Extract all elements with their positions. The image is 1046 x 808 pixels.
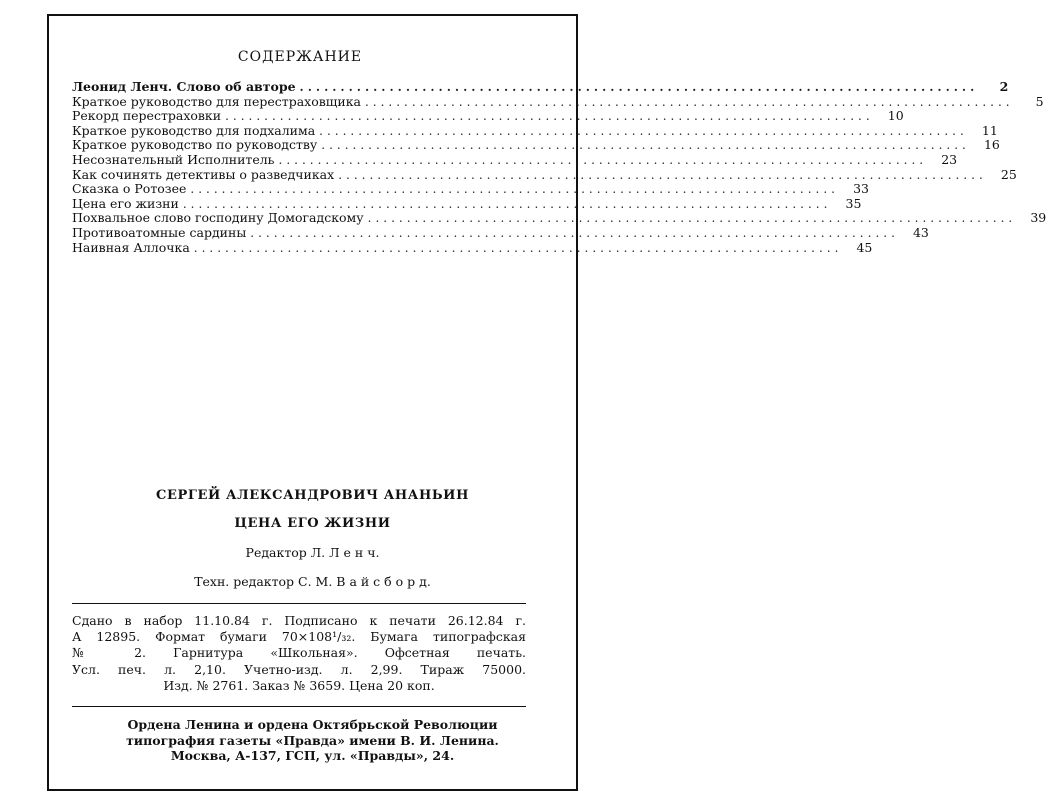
toc-item-title: Как сочинять детективы о разведчиках [72,166,335,182]
toc-leader-dots: ................................................................................... [319,123,968,138]
toc-leader-dots: ................................................................................... [299,80,979,94]
toc-item-page: 5 [1035,93,1044,109]
toc-item [72,239,873,256]
toc-item [72,137,1000,153]
toc-item-page: 25 [1000,166,1017,182]
editor-credit: Редактор Л. Л е н ч. [245,545,380,560]
toc-item-title: Леонид Ленч. Слово об авторе [72,79,296,94]
toc-item-title: Краткое руководство для подхалима [72,122,316,138]
toc-leader-dots: ................................................................................... [190,182,839,197]
toc-item [72,210,1046,226]
toc-item [72,181,869,197]
toc-leader-dots: ................................................................................... [182,196,832,211]
toc-item-title: Похвальное слово господину Домогадскому [72,210,364,226]
toc-item [72,195,862,212]
divider [72,603,526,604]
tech-editor-credit: Техн. редактор С. М. В а й с б о р д. [194,574,431,589]
printer-line: Москва, А-137, ГСП, ул. «Правды», 24. [170,748,455,763]
imprint-line: Изд. № 2761. Заказ № 3659. Цена 20 коп. [163,677,435,693]
toc-item-page: 10 [887,108,904,124]
author-name: СЕРГЕЙ АЛЕКСАНДРОВИЧ АНАНЬИН [156,488,469,503]
toc-item [72,108,904,124]
book-title: ЦЕНА ЕГО ЖИЗНИ [234,516,391,531]
toc-item-page: 35 [845,195,862,211]
toc-item [72,79,1009,95]
toc-leader-dots: ................................................................................... [338,167,987,182]
imprint-line: Усл. печ. л. 2,10. Учетно-изд. л. 2,99. Тираж 75000. [72,661,526,677]
toc-item-title: Рекорд перестраховки [72,108,222,124]
toc-item-page: 45 [856,239,873,255]
divider [72,706,526,707]
toc-item-title: Краткое руководство по руководству [72,137,318,153]
printer-info [47,717,578,764]
toc-item-title: Противоатомные сардины [72,224,247,240]
toc-item [72,122,998,139]
printer-line: Ордена Ленина и ордена Октябрьской Революции [127,717,498,732]
toc-leader-dots: ................................................................................... [250,225,899,240]
toc-item-page: 43 [912,224,929,240]
toc-item-page: 39 [1030,210,1046,226]
toc-item [72,166,1017,183]
toc-leader-dots: ................................................................................... [364,94,1014,109]
imprint-block [72,613,526,694]
toc-item-page: 2 [999,79,1009,94]
toc-item [72,224,929,241]
imprint-line: № 2. Гарнитура «Школьная». Офсетная печать. [72,645,526,661]
toc-item-page: 11 [981,122,998,138]
table-of-contents [72,79,1046,255]
toc-item-page: 16 [983,137,1000,153]
toc-item-page: 33 [853,181,869,197]
toc-item [72,93,1044,110]
toc-item [72,151,958,168]
toc-leader-dots: ................................................................................... [225,109,874,124]
toc-leader-dots: ................................................................................... [321,138,970,153]
toc-item-title: Наивная Аллочка [72,239,190,255]
printer-line: типография газеты «Правда» имени В. И. Ленина. [126,732,499,748]
toc-leader-dots: ................................................................................... [193,240,843,255]
imprint-line: Сдано в набор 11.10.84 г. Подписано к печати 26.12.84 г. [72,613,526,628]
toc-leader-dots: ................................................................................... [367,211,1017,226]
toc-leader-dots: ................................................................................... [278,152,928,167]
imprint-line: А 12895. Формат бумаги 70×108¹/₃₂. Бумага типографская [72,629,526,645]
toc-item-title: Краткое руководство для перестраховщика [72,93,361,109]
toc-item-page: 23 [941,151,958,167]
toc-item-title: Несознательный Исполнитель [72,151,275,167]
toc-item-title: Цена его жизни [72,195,179,211]
toc-item-title: Сказка о Ротозее [72,181,187,197]
toc-title: СОДЕРЖАНИЕ [237,49,363,65]
